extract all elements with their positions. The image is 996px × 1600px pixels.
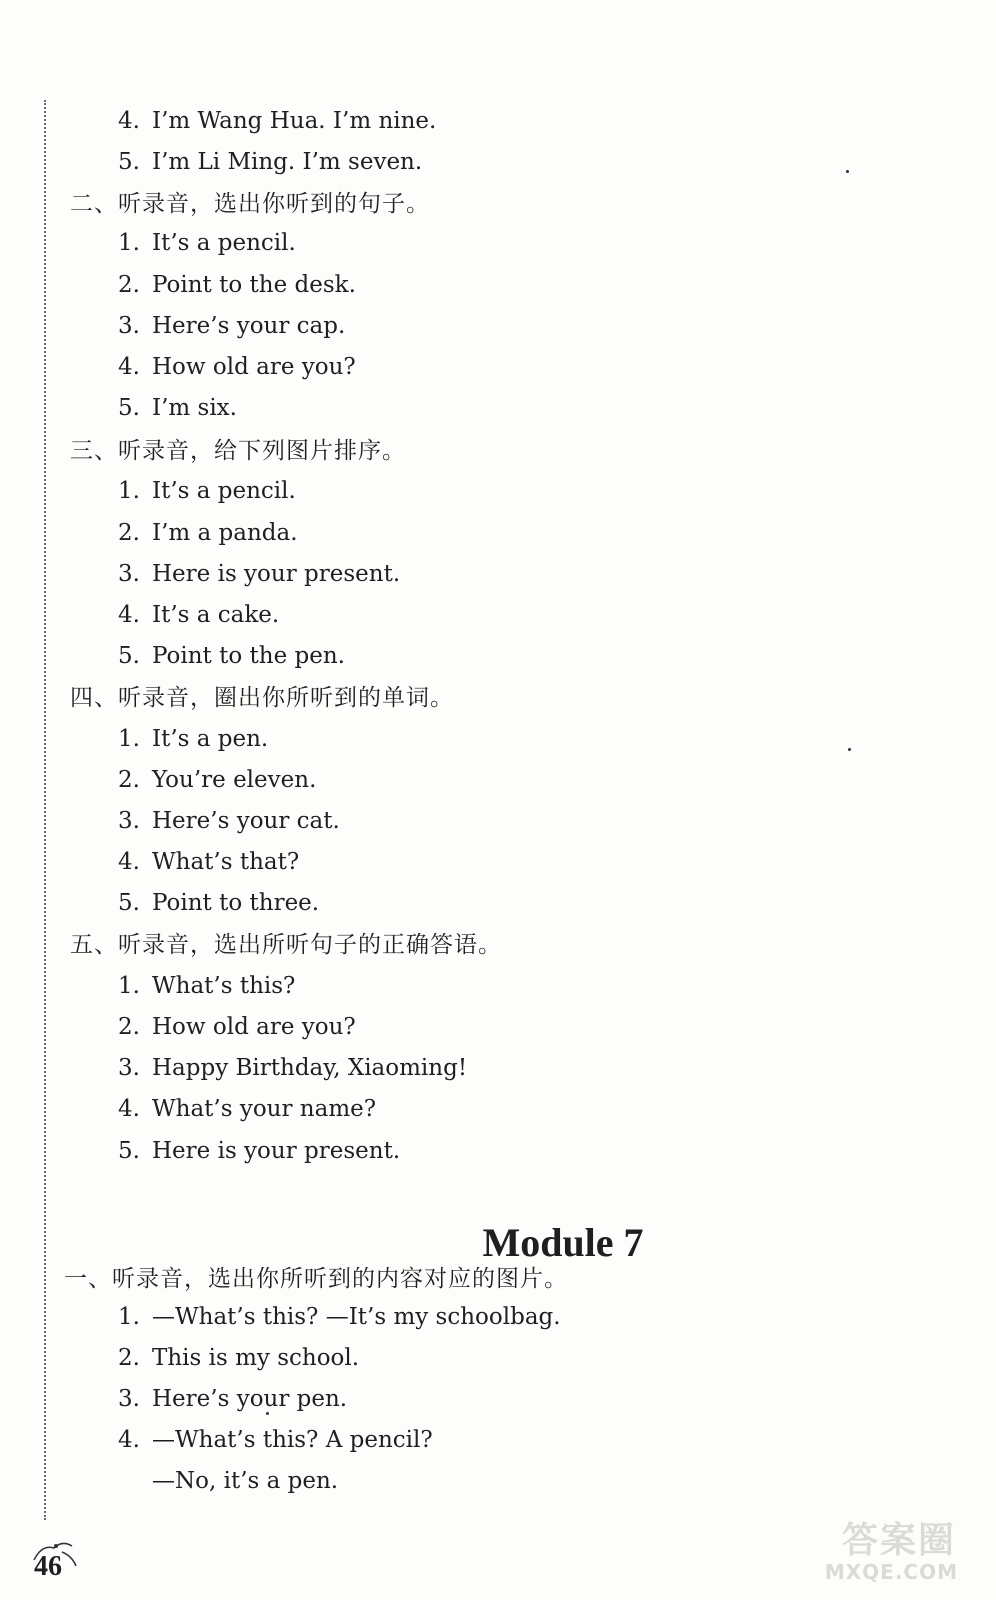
list-item [118, 352, 356, 382]
item-text: What’s your name? [152, 1096, 377, 1122]
item-text: You’re eleven. [152, 767, 317, 793]
list-item [118, 971, 295, 1001]
section-heading: 二、听录音，选出你听到的句子。 [70, 191, 430, 217]
item-text: Here is your present. [152, 561, 401, 587]
item-number: 2. [118, 767, 140, 793]
item-number: 4. [118, 354, 140, 380]
item-text: I’m a panda. [152, 520, 298, 546]
list-item [118, 106, 436, 136]
list-item [118, 847, 299, 877]
item-text: Here’s your cat. [152, 808, 340, 834]
item-number: 5. [118, 149, 140, 175]
list-item [118, 476, 296, 506]
item-number: 5. [118, 643, 140, 669]
list-item [118, 1094, 376, 1124]
section-heading: 三、听录音，给下列图片排序。 [70, 438, 406, 464]
item-text: I’m six. [152, 395, 237, 421]
item-number: 4. [118, 1096, 140, 1122]
speck [846, 170, 849, 173]
list-item [118, 393, 237, 423]
item-text: I’m Wang Hua. I’m nine. [152, 108, 437, 134]
item-number: 2. [118, 1014, 140, 1040]
item-number: 2. [118, 520, 140, 546]
item-text: I’m Li Ming. I’m seven. [152, 149, 423, 175]
item-text: It’s a cake. [152, 602, 280, 628]
item-text: —What’s this? —It’s my schoolbag. [152, 1304, 561, 1330]
page-number: 46 [34, 1551, 62, 1582]
item-number: 1. [118, 726, 140, 752]
list-item [118, 1425, 433, 1455]
section-heading: 一、听录音，选出你所听到的内容对应的图片。 [64, 1266, 568, 1292]
item-number: 1. [118, 230, 140, 256]
list-item [118, 600, 279, 630]
item-number: 1. [118, 973, 140, 999]
item-number: 5. [118, 395, 140, 421]
item-number: 3. [118, 1055, 140, 1081]
item-number: 4. [118, 108, 140, 134]
list-item [118, 1136, 400, 1166]
list-item [118, 724, 268, 754]
item-number: 3. [118, 1386, 140, 1412]
item-number: 5. [118, 1138, 140, 1164]
item-text: Here’s your pen. [152, 1386, 348, 1412]
item-number: 3. [118, 313, 140, 339]
watermark-text: 答案圈 [841, 1520, 956, 1561]
item-text: Here is your present. [152, 1138, 401, 1164]
list-item [118, 518, 298, 548]
item-number: 3. [118, 808, 140, 834]
item-number: 3. [118, 561, 140, 587]
list-item [118, 1012, 356, 1042]
list-item [118, 1053, 467, 1083]
item-number: 4. [118, 849, 140, 875]
item-text: It’s a pencil. [152, 230, 296, 256]
item-number: 2. [118, 272, 140, 298]
item-text: Point to three. [152, 890, 320, 916]
item-text: It’s a pencil. [152, 478, 296, 504]
item-number: 5. [118, 890, 140, 916]
list-item [118, 559, 400, 589]
item-text: This is my school. [152, 1345, 360, 1371]
item-text: —What’s this? A pencil? [152, 1427, 433, 1453]
margin-dotted-line [44, 100, 46, 1520]
item-text: Happy Birthday, Xiaoming! [152, 1055, 468, 1081]
speck [266, 1412, 269, 1415]
module-title: Module 7 [482, 1220, 644, 1265]
item-number: 1. [118, 478, 140, 504]
list-item [118, 228, 296, 258]
section-heading: 五、听录音，选出所听句子的正确答语。 [70, 932, 502, 958]
list-item [118, 1384, 347, 1414]
item-text: What’s that? [152, 849, 300, 875]
section-heading: 四、听录音，圈出你所听到的单词。 [70, 685, 454, 711]
watermark-url: MXQE.COM [824, 1560, 958, 1584]
list-item [118, 270, 356, 300]
list-item [118, 806, 340, 836]
item-text: Point to the desk. [152, 272, 356, 298]
item-text: It’s a pen. [152, 726, 269, 752]
item-text: What’s this? [152, 973, 296, 999]
item-text: Here’s your cap. [152, 313, 346, 339]
list-item [118, 1343, 359, 1373]
item-text: How old are you? [152, 354, 356, 380]
list-item [118, 888, 319, 918]
item-text: How old are you? [152, 1014, 356, 1040]
speck [848, 748, 851, 751]
item-number: 4. [118, 1427, 140, 1453]
list-item [118, 311, 345, 341]
item-number: 1. [118, 1304, 140, 1330]
list-item [118, 641, 345, 671]
item-number: 2. [118, 1345, 140, 1371]
item-continuation: —No, it’s a pen. [152, 1468, 339, 1494]
list-item [118, 765, 316, 795]
item-number: 4. [118, 602, 140, 628]
list-item [118, 1302, 561, 1332]
item-text: Point to the pen. [152, 643, 345, 669]
list-item [118, 147, 422, 177]
watermark-logo [766, 1512, 966, 1596]
